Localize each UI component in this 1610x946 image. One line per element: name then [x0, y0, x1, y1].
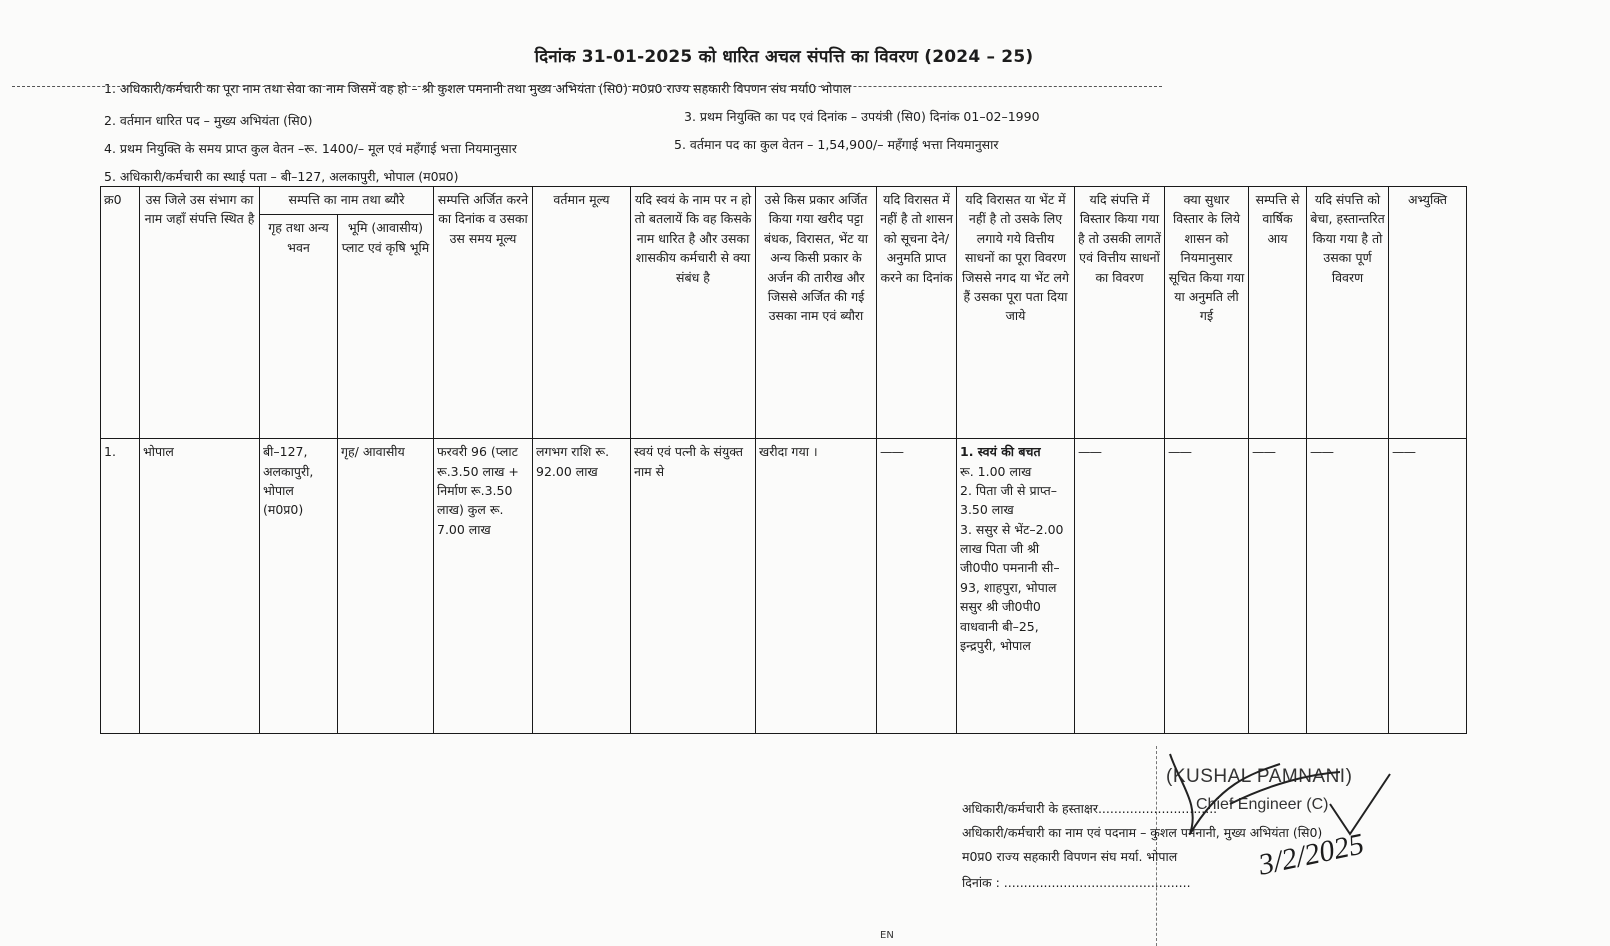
- cell-sold: [1307, 439, 1389, 734]
- finance-item-3: 3. ससुर से भेंट–2.00 लाख पिता जी श्री जी0पी0 पमनानी सी–93, शाहपुरा, भोपाल ससुर श्री जी0पी0 वाधवानी बी–25, इन्द्रपुरी, भोपाल: [960, 521, 1064, 653]
- cell-own-name: स्वयं एवं पत्नी के संयुक्त नाम से: [631, 439, 756, 734]
- info-line-4: 4. प्रथम नियुक्ति के समय प्राप्त कुल वेतन –रू. 1400/– मूल एवं महँगाई भत्ता नियमानुसार: [104, 141, 517, 156]
- cell-inheritance-notice: [877, 439, 957, 734]
- info-line-2: 2. वर्तमान धारित पद – मुख्य अभियंता (सि0): [104, 113, 313, 128]
- cell-remarks: [1389, 439, 1467, 734]
- officer-stamp-title: Chief Engineer (C): [1196, 796, 1329, 813]
- cell-acquired: फरवरी 96 (प्लाट रू.3.50 लाख + निर्माण रू.3.50 लाख) कुल रू. 7.00 लाख: [434, 439, 533, 734]
- header-property-group: सम्पत्ति का नाम तथा ब्यौरे: [260, 187, 434, 215]
- document-title: दिनांक 31-01-2025 को धारित अचल संपत्ति का विवरण (2024 – 25): [534, 47, 1034, 67]
- dash-mark: ——: [1168, 444, 1191, 460]
- header-acquired: सम्पत्ति अर्जित करने का दिनांक व उसका उस समय मूल्य: [434, 187, 533, 439]
- cell-land: गृह/ आवासीय: [338, 439, 434, 734]
- info-line-1: 1. अधिकारी/कर्मचारी का पूरा नाम तथा सेवा का नाम जिसमें वह हो – श्री कुशल पमनानी तथा मुख्य अभियंता (सि0) म0प्र0 राज्य सहकारी विपणन संघ मर्या0 भोपाल: [104, 81, 852, 96]
- signature-line: अधिकारी/कर्मचारी के हस्ताक्षर..............................: [962, 801, 1218, 816]
- finance-item-1-amount: रू. 1.00 लाख: [960, 463, 1032, 479]
- header-sno: क्र0: [101, 187, 140, 439]
- finance-item-1: 1. स्वयं की बचत: [960, 444, 1041, 460]
- header-land: भूमि (आवासीय) प्लाट एवं कृषि भूमि: [338, 215, 434, 439]
- footer-mark: EN: [880, 930, 894, 941]
- cell-annual-income: [1249, 439, 1307, 734]
- dash-mark: ——: [1392, 444, 1415, 460]
- dash-mark: ——: [880, 444, 903, 460]
- info-line-6: 5. अधिकारी/कर्मचारी का स्थाई पता – बी–127, अलकापुरी, भोपाल (म0प्र0): [104, 169, 459, 184]
- info-line-3: 3. प्रथम नियुक्ति का पद एवं दिनांक – उपयंत्री (सि0) दिनांक 01–02–1990: [684, 109, 1040, 124]
- cell-house: बी–127, अलकापुरी, भोपाल (म0प्र0): [260, 439, 338, 734]
- organization-line: म0प्र0 राज्य सहकारी विपणन संघ मर्या. भोपाल: [962, 849, 1178, 864]
- header-current-value: वर्तमान मूल्य: [533, 187, 631, 439]
- table-row: [101, 439, 1467, 734]
- officer-stamp-name: (KUSHAL PAMNANI): [1166, 766, 1353, 787]
- cell-finance-source: [957, 439, 1075, 734]
- finance-item-2: 2. पिता जी से प्राप्त–3.50 लाख: [960, 482, 1058, 518]
- handwritten-date: 3/2/2025: [1255, 827, 1367, 882]
- dashed-rule: [12, 86, 1162, 87]
- header-how-acquired: उसे किस प्रकार अर्जित किया गया खरीद पट्टा बंधक, विरासत, भेंट या अन्य किसी प्रकार के अर्जन की तारीख और जिससे अर्जित की गई उसका नाम एवं ब्यौरा: [756, 187, 877, 439]
- header-remarks: अभ्युक्ति: [1389, 187, 1467, 439]
- info-line-5: 5. वर्तमान पद का कुल वेतन – 1,54,900/– महँगाई भत्ता नियमानुसार: [674, 137, 999, 152]
- dash-mark: ——: [1252, 444, 1275, 460]
- header-row-1: [101, 187, 1467, 215]
- cell-expansion: [1075, 439, 1165, 734]
- fold-line: [1156, 746, 1157, 946]
- header-finance-source: यदि विरासत या भेंट में नहीं है तो उसके लिए लगाये गये वित्तीय साधनों का पूरा विवरण जिससे नगद या भेंट लगे हैं उसका पूरा पता दिया जाये: [957, 187, 1075, 439]
- header-house: गृह तथा अन्य भवन: [260, 215, 338, 439]
- header-sold: यदि संपत्ति को बेचा, हस्तान्तरित किया गया है तो उसका पूर्ण विवरण: [1307, 187, 1389, 439]
- dash-mark: ——: [1310, 444, 1333, 460]
- property-table: [100, 186, 1467, 734]
- dash-mark: ——: [1078, 444, 1101, 460]
- cell-current-value: लगभग राशि रू. 92.00 लाख: [533, 439, 631, 734]
- header-inheritance-notice: यदि विरासत में नहीं है तो शासन को सूचना देने/अनुमति प्राप्त करने का दिनांक: [877, 187, 957, 439]
- header-improvement: क्या सुधार विस्तार के लिये शासन को नियमानुसार सूचित किया गया या अनुमति ली गई: [1165, 187, 1249, 439]
- cell-sno: 1.: [101, 439, 140, 734]
- header-expansion: यदि संपत्ति में विस्तार किया गया है तो उसकी लागतें एवं वित्तीय साधनों का विवरण: [1075, 187, 1165, 439]
- cell-how-acquired: खरीदा गया ।: [756, 439, 877, 734]
- cell-district: भोपाल: [140, 439, 260, 734]
- cell-improvement: [1165, 439, 1249, 734]
- date-line: दिनांक : ...............................................: [962, 875, 1191, 890]
- header-annual-income: सम्पत्ति से वार्षिक आय: [1249, 187, 1307, 439]
- header-district: उस जिले उस संभाग का नाम जहाँ संपत्ति स्थित है: [140, 187, 260, 439]
- header-own-name: यदि स्वयं के नाम पर न हो तो बतलायें कि वह किसके नाम धारित है और उसका शासकीय कर्मचारी से क्या संबंध है: [631, 187, 756, 439]
- name-designation-line: अधिकारी/कर्मचारी का नाम एवं पदनाम – कुशल पमनानी, मुख्य अभियंता (सि0): [962, 825, 1323, 840]
